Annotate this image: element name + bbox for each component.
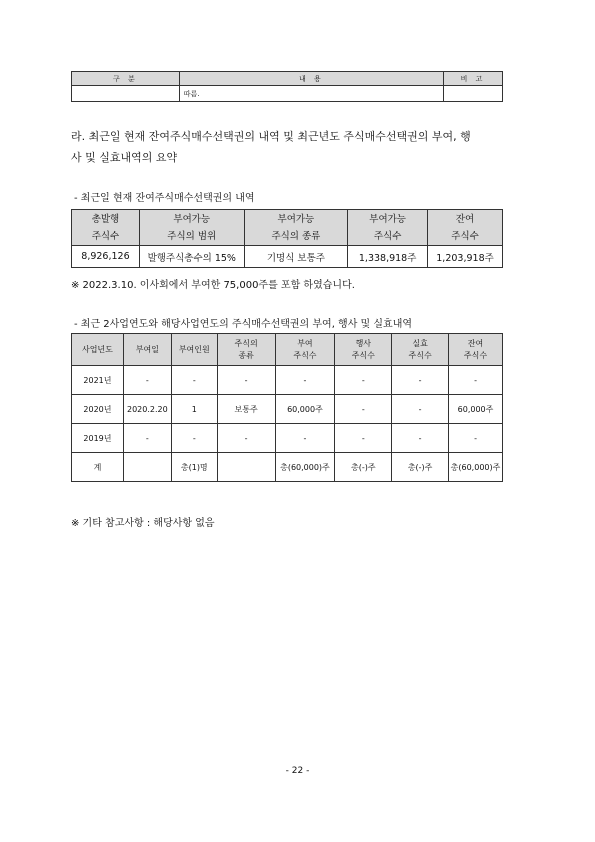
table-cell: 총(60,000)주 — [449, 453, 503, 482]
table-row — [72, 366, 503, 395]
table-cell: 60,000주 — [449, 395, 503, 424]
table-total-row — [72, 453, 503, 482]
table-row — [72, 246, 503, 268]
header-cell: 총발행 주식수 — [72, 210, 140, 246]
table-cell: - — [123, 366, 171, 395]
table-cell: 따름. — [179, 86, 443, 102]
header-cell: 잔여 주식수 — [449, 334, 503, 366]
table-cell: - — [335, 395, 392, 424]
header-cell: 주식의 종류 — [217, 334, 275, 366]
table-cell: - — [392, 424, 449, 453]
table-cell: - — [217, 366, 275, 395]
table-cell: 1,338,918주 — [348, 246, 428, 268]
table-cell: 기명식 보통주 — [244, 246, 348, 268]
header-cell: 부여가능 주식의 종류 — [244, 210, 348, 246]
table-cell: 총(-)주 — [335, 453, 392, 482]
table-cell: - — [275, 424, 335, 453]
header-cell: 부여가능 주식수 — [348, 210, 428, 246]
table-cell: 계 — [72, 453, 124, 482]
header-cell: 부여 주식수 — [275, 334, 335, 366]
table-cell: 발행주식총수의 15% — [139, 246, 244, 268]
header-cell: 부여일 — [123, 334, 171, 366]
content-table — [71, 71, 503, 102]
table-header-row — [72, 210, 503, 246]
header-category: 구 분 — [72, 72, 180, 86]
table-cell — [72, 86, 180, 102]
options-history-table — [71, 333, 503, 482]
table-cell: 8,926,126 — [72, 246, 140, 268]
note: ※ 기타 참고사항 : 해당사항 없음 — [71, 518, 215, 529]
header-remark: 비 고 — [444, 72, 503, 86]
subsection-title: - 최근 2사업연도와 해당사업연도의 주식매수선택권의 부여, 행사 및 실효내역 — [74, 319, 413, 330]
header-cell: 실효 주식수 — [392, 334, 449, 366]
table-cell — [444, 86, 503, 102]
table-header-row — [72, 334, 503, 366]
table-cell: - — [171, 366, 217, 395]
table-cell: 2019년 — [72, 424, 124, 453]
table-cell: 2020.2.20 — [123, 395, 171, 424]
table-cell: 1,203,918주 — [428, 246, 503, 268]
header-cell: 부여인원 — [171, 334, 217, 366]
header-cell: 사업년도 — [72, 334, 124, 366]
header-cell: 부여가능 주식의 범위 — [139, 210, 244, 246]
table-cell: - — [392, 395, 449, 424]
table-cell: 총(-)주 — [392, 453, 449, 482]
table-cell: - — [392, 366, 449, 395]
table-row — [72, 86, 503, 102]
section-heading-line: 라. 최근일 현재 잔여주식매수선택권의 내역 및 최근년도 주식매수선택권의 부여, 행 — [71, 130, 471, 143]
table-cell: - — [217, 424, 275, 453]
table-cell: - — [335, 424, 392, 453]
remaining-options-table — [71, 209, 503, 268]
table-cell: 보통주 — [217, 395, 275, 424]
table-cell: - — [449, 366, 503, 395]
table-header-row — [72, 72, 503, 86]
table-cell: - — [171, 424, 217, 453]
page-number: - 22 - — [285, 766, 310, 776]
table-cell: - — [275, 366, 335, 395]
table-cell — [217, 453, 275, 482]
table-cell: 1 — [171, 395, 217, 424]
table-cell: 총(60,000)주 — [275, 453, 335, 482]
table-row — [72, 395, 503, 424]
note: ※ 2022.3.10. 이사회에서 부여한 75,000주를 포함 하였습니다. — [71, 280, 355, 291]
table-cell — [123, 453, 171, 482]
subsection-title: - 최근일 현재 잔여주식매수선택권의 내역 — [74, 193, 255, 204]
table-cell: - — [335, 366, 392, 395]
table-cell: - — [123, 424, 171, 453]
table-cell: 총(1)명 — [171, 453, 217, 482]
header-content: 내 용 — [179, 72, 443, 86]
table-cell: 2020년 — [72, 395, 124, 424]
table-cell: 60,000주 — [275, 395, 335, 424]
table-cell: 2021년 — [72, 366, 124, 395]
section-heading-line: 사 및 실효내역의 요약 — [71, 151, 178, 164]
header-cell: 행사 주식수 — [335, 334, 392, 366]
header-cell: 잔여 주식수 — [428, 210, 503, 246]
table-cell: - — [449, 424, 503, 453]
section-heading — [71, 126, 511, 168]
table-row — [72, 424, 503, 453]
